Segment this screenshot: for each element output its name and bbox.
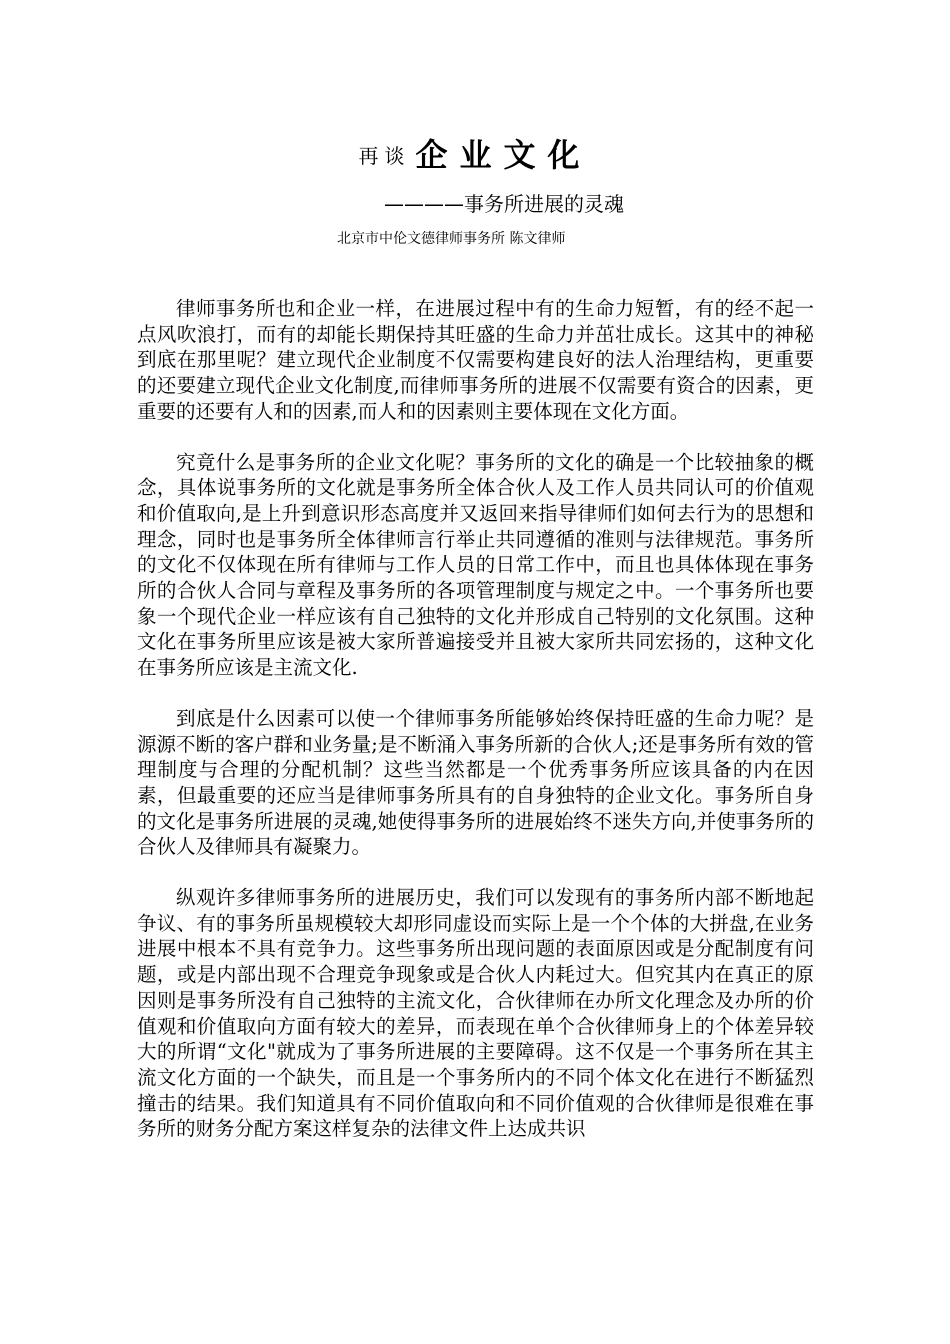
document-body <box>137 296 814 1142</box>
title-main: 企业文化 <box>415 136 592 174</box>
document-title <box>0 130 950 176</box>
title-prefix: 再谈 <box>358 144 411 168</box>
paragraph: 律师事务所也和企业一样，在进展过程中有的生命力短暂，有的经不起一点风吹浪打，而有的却能长期保持其旺盛的生命力并茁壮成长。这其中的神秘到底在那里呢？建立现代企业制度不仅需要构建良好的法人治理结构，更重要的还要建立现代企业文化制度,而律师事务所的进展不仅需要有资合的因素，更重要的还要有人和的因素,而人和的因素则主要体现在文化方面。 <box>137 297 814 423</box>
paragraph: 到底是什么因素可以使一个律师事务所能够始终保持旺盛的生命力呢？是源源不断的客户群和业务量;是不断涌入事务所新的合伙人;还是事务所有效的管理制度与合理的分配机制？这些当然都是一个优秀事务所应该具备的内在因素，但最重要的还应当是律师事务所具有的自身独特的企业文化。事务所自身的文化是事务所进展的灵魂,她使得事务所的进展始终不迷失方向,并使事务所的合伙人及律师具有凝聚力。 <box>137 706 814 859</box>
paragraph: 纵观许多律师事务所的进展历史，我们可以发现有的事务所内部不断地起争议、有的事务所虽规模较大却形同虚设而实际上是一个个体的大拼盘,在业务进展中根本不具有竞争力。这些事务所出现问题的表面原因或是分配制度有问题，或是内部出现不合理竞争现象或是合伙人内耗过大。但究其内在真正的原因则是事务所没有自己独特的主流文化，合伙律师在办所文化理念及办所的价值观和价值取向方面有较大的差异，而表现在单个合伙律师身上的个体差异较大的所谓“文化"就成为了事务所进展的主要障碍。这不仅是一个事务所在其主流文化方面的一个缺失，而且是一个事务所内的不同个体文化在进行不断猛烈撞击的结果。我们知道具有不同价值取向和不同价值观的合伙律师是很难在事务所的财务分配方案这样复杂的法律文件上达成共识 <box>137 886 814 1141</box>
document-subtitle: ————事务所进展的灵魂 <box>384 192 624 216</box>
paragraph: 究竟什么是事务所的企业文化呢？事务所的文化的确是一个比较抽象的概念，具体说事务所的文化就是事务所全体合伙人及工作人员共同认可的价值观和价值取向,是上升到意识形态高度并又返回来指导律师们如何去行为的思想和理念，同时也是事务所全体律师言行举止共同遵循的准则与法律规范。事务所的文化不仅体现在所有律师与工作人员的日常工作中，而且也具体体现在事务所的合伙人合同与章程及事务所的各项管理制度与规定之中。一个事务所也要象一个现代企业一样应该有自己独特的文化并形成自己特别的文化氛围。这种文化在事务所里应该是被大家所普遍接受并且被大家所共同宏扬的，这种文化在事务所应该是主流文化. <box>137 450 814 680</box>
author-line: 北京市中伦文德律师事务所 陈文律师 <box>337 231 566 247</box>
